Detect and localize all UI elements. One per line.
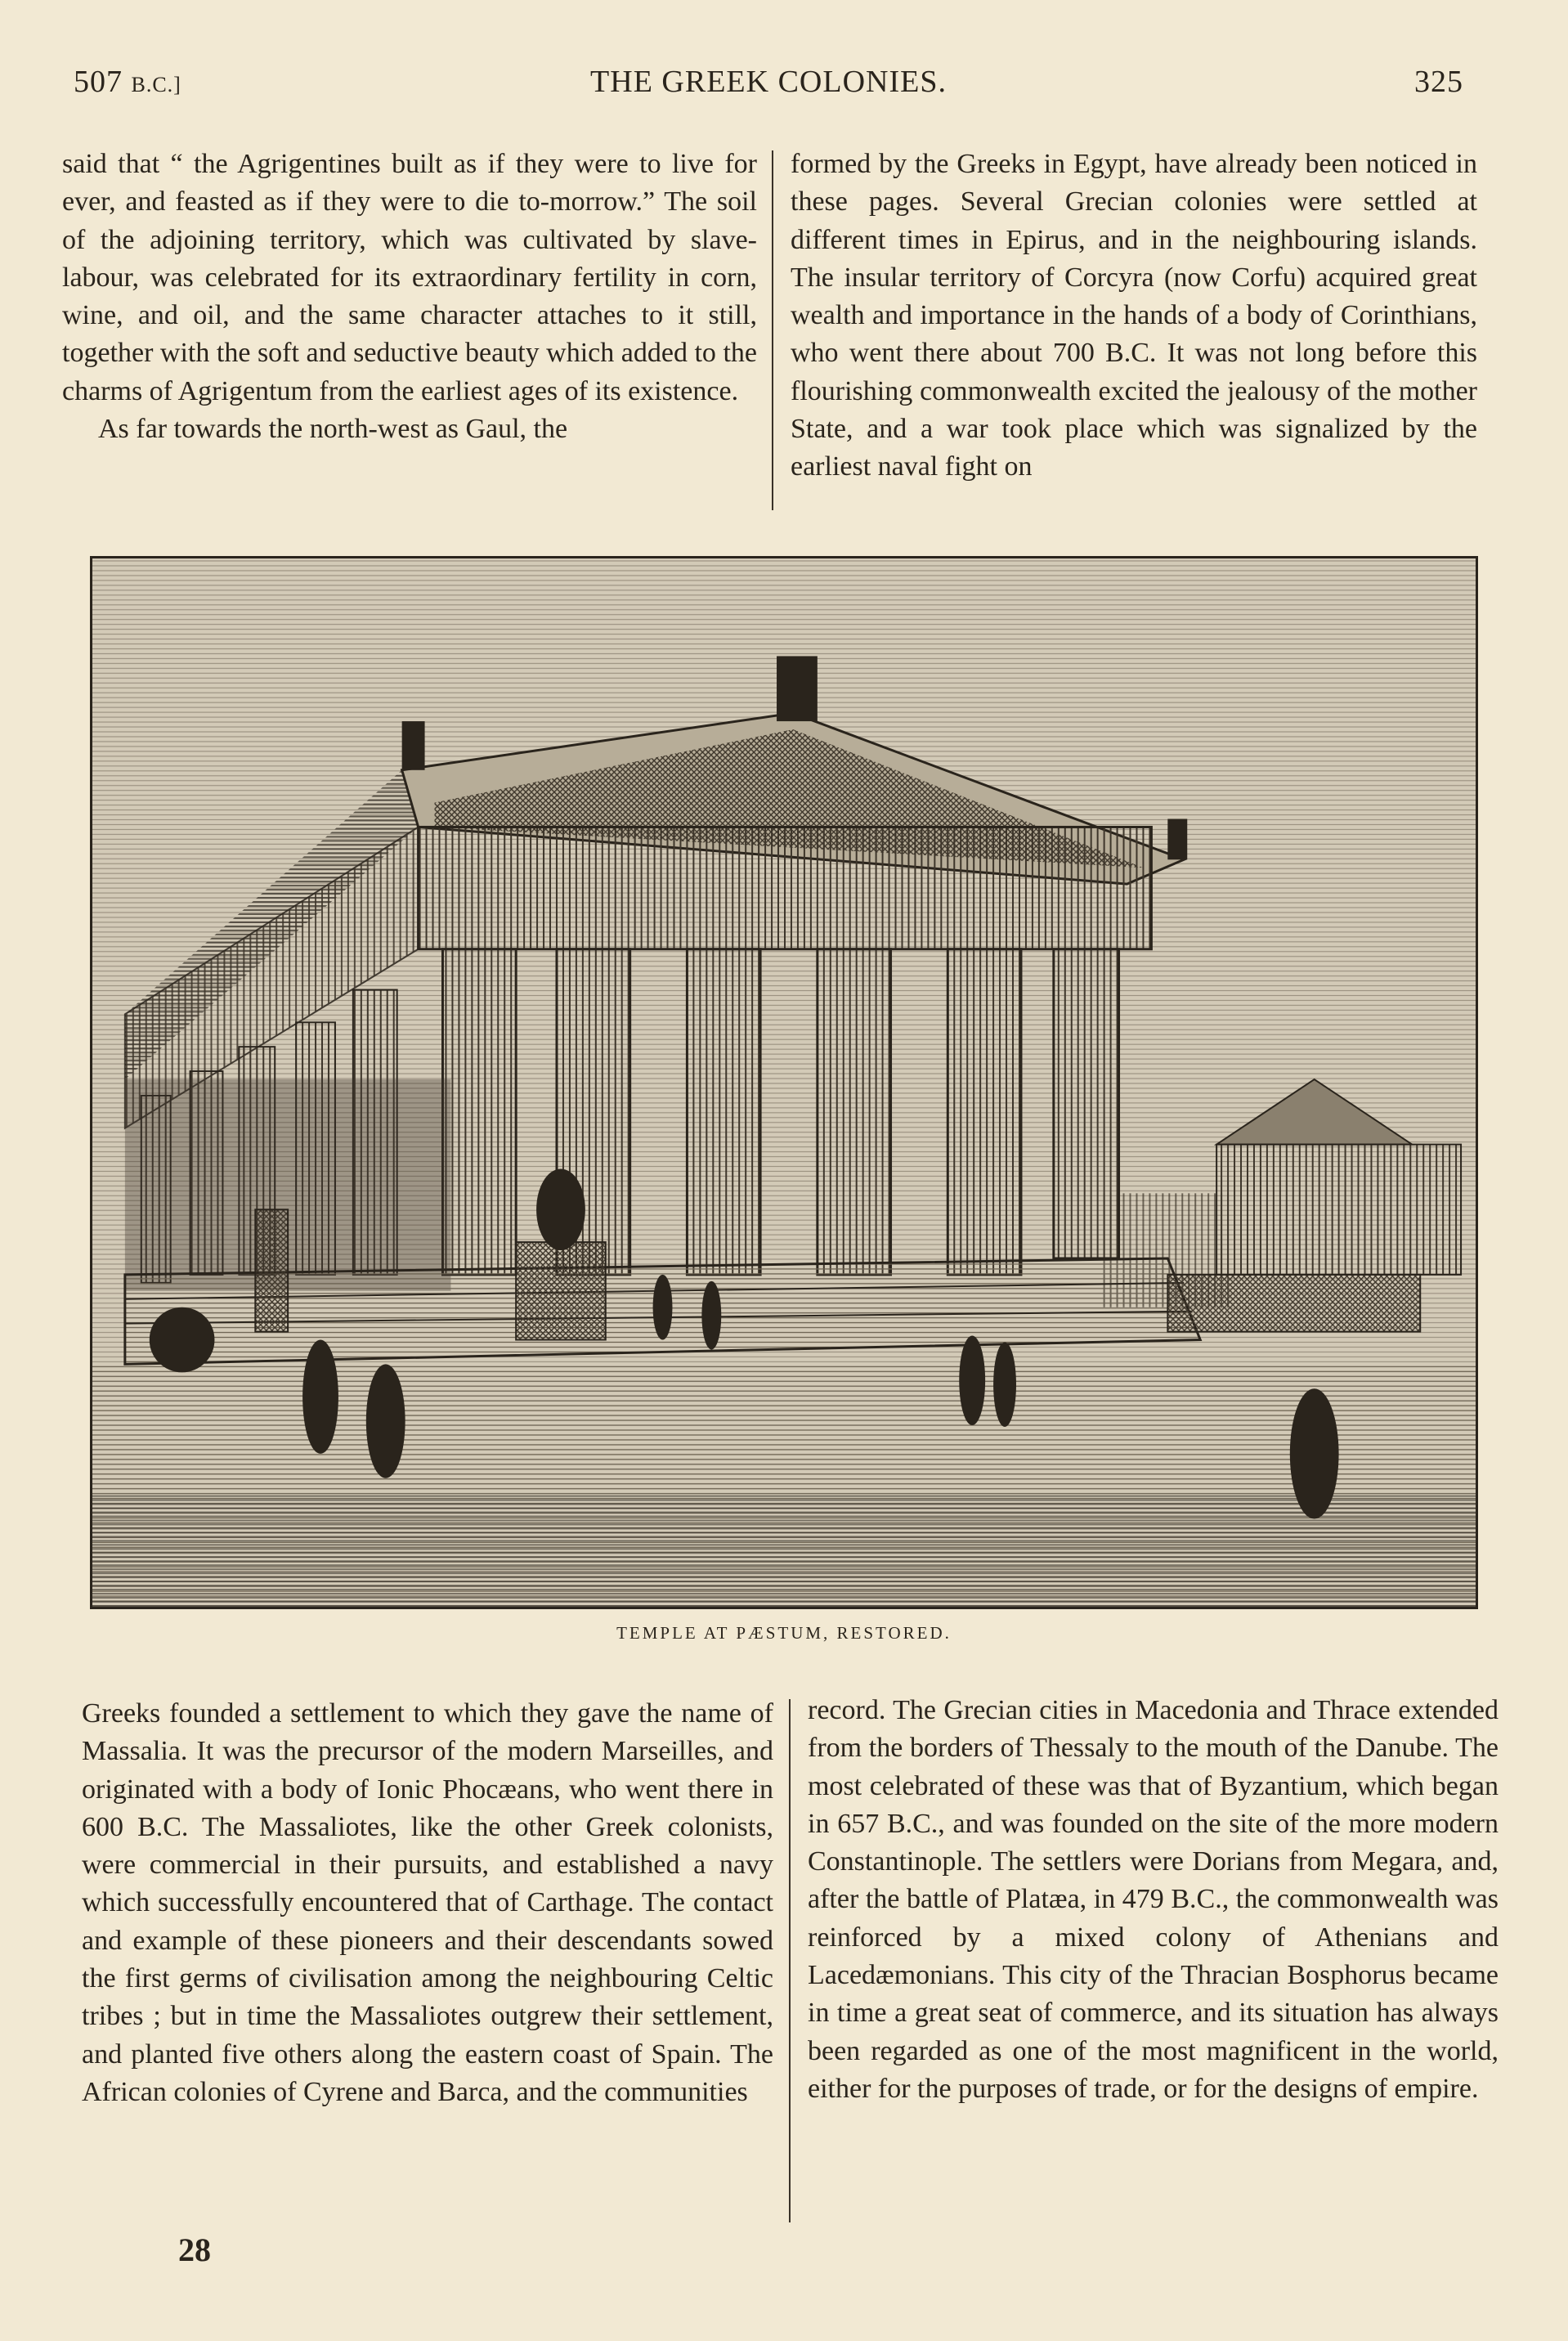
page-number: 325 <box>1414 65 1463 99</box>
text-column-bottom-right <box>808 1692 1499 2108</box>
text-column-top-left <box>62 146 757 448</box>
running-head-era: B.C.] <box>131 73 181 96</box>
column-divider <box>772 150 773 510</box>
text-column-bottom-left <box>82 1695 773 2111</box>
paragraph: As far towards the north-west as Gaul, the <box>98 414 568 445</box>
text-column-top-right <box>791 146 1477 487</box>
paragraph: said that “ the Agrigentines built as if they were to live for ever, and feasted as if they were to die to-morrow.” The soil of the adjoining territory, which was cultivated by slave-labour, was celebrated for its extraordinary fertility in corn, wine, and oil, and the same character attaches to it still, together with the soft and seductive beauty which added to the charms of Agrigentum from the earliest ages of its existence. <box>62 149 757 406</box>
running-head-title: THE GREEK COLONIES. <box>590 65 947 99</box>
signature-mark: 28 <box>178 2231 211 2268</box>
paragraph: formed by the Greeks in Egypt, have already been noticed in these pages. Several Grecian colonies were settled at different times in Epirus, and in the neighbouring islands. The insular territory of Corcyra (now Corfu) acquired great wealth and importance in the hands of a body of Corinthians, who went there about 700 B.C. It was not long before this flourishing commonwealth excited the jealousy of the mother State, and a war took place which was signalized by the earliest naval fight on <box>791 149 1477 482</box>
column-divider <box>789 1699 791 2222</box>
running-head-year: 507 <box>74 65 123 99</box>
engraving-drawing <box>92 558 1476 1607</box>
paragraph: Greeks founded a settlement to which they gave the name of Massalia. It was the precursor of the modern Marseilles, and originated with a body of Ionic Phocæans, who went there in 600 B.C. The Massaliotes, like the other Greek colonists, were commercial in their pursuits, and established a navy which successfully encountered that of Carthage. The contact and example of these pioneers and their descendants sowed the first germs of civilisation among the neighbouring Celtic tribes ; but in time the Massaliotes outgrew their settlement, and planted five others along the eastern coast of Spain. The African colonies of Cyrene and Barca, and the communities <box>82 1698 773 2107</box>
figure-caption: TEMPLE AT PÆSTUM, RESTORED. <box>616 1623 952 1643</box>
running-head <box>74 64 1463 113</box>
engraving-temple-illustration <box>90 556 1478 1609</box>
paragraph: record. The Grecian cities in Macedonia and Thrace extended from the borders of Thessaly to the mouth of the Danube. The most celebrated of these was that of Byzantium, which began in 657 B.C., and was founded on the site of the more modern Constantinople. The settlers were Dorians from Megara, and, after the battle of Platæa, in 479 B.C., the commonwealth was reinforced by a mixed colony of Athenians and Lacedæmonians. This city of the Thracian Bosphorus became in time a great seat of commerce, and its situation has always been regarded as one of the most magnificent in the world, either for the purposes of trade, or for the designs of empire. <box>808 1695 1499 2104</box>
